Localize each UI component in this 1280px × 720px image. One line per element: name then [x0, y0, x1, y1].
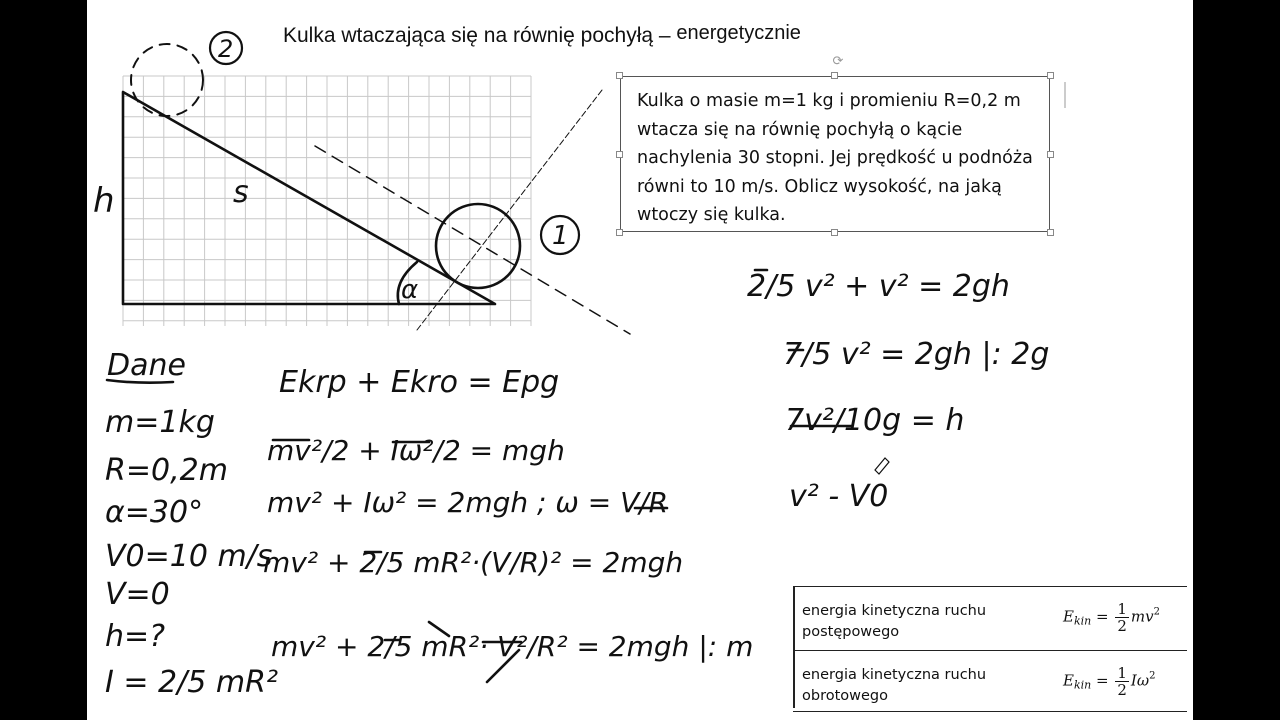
dane-heading: Dane — [107, 348, 186, 383]
resize-handle-tr[interactable] — [1047, 72, 1054, 79]
label-alpha: α — [401, 275, 419, 305]
title-suffix: energetycznie — [676, 22, 801, 44]
problem-text: Kulka o masie m=1 kg i promieniu R=0,2 m wtacza się na równię pochyłą o kącie nachylenia 30 stopni. Jej prędkość u podnóża równi to 10 m/s. Oblicz wysokość, na jaką wtoczy się kulka. — [637, 91, 1033, 225]
label-2: 2 — [218, 35, 234, 63]
resize-handle-mr[interactable] — [1047, 151, 1054, 158]
ball-position-1 — [436, 204, 520, 288]
equation-5: mv² + 2/5 mR²· V²/R² = 2mgh |: m — [271, 630, 754, 663]
given-value: V=0 — [105, 577, 170, 612]
slide-canvas — [87, 0, 1193, 720]
label-s: s — [233, 175, 249, 210]
equation-2: mv²/2 + Iω²/2 = mgh — [267, 434, 565, 467]
row-label: energia kinetyczna ruchu postępowego — [802, 603, 987, 640]
label-h: h — [93, 181, 115, 221]
resize-handle-bc[interactable] — [831, 229, 838, 236]
equation-1: Ekrp + Ekro = Epg — [279, 365, 560, 400]
table-row — [793, 586, 1187, 647]
dashed-axis-line — [315, 146, 630, 334]
given-value: α=30° — [105, 495, 204, 530]
row-label: energia kinetyczna ruchu obrotowego — [802, 667, 987, 704]
resize-handle-br[interactable] — [1047, 229, 1054, 236]
table-row — [793, 650, 1187, 712]
equation-6: 2/5 v² + v² = 2gh — [747, 269, 1010, 304]
ball-position-2 — [131, 44, 203, 116]
pencil-cursor-icon — [875, 458, 889, 474]
label-1: 1 — [552, 221, 569, 251]
given-value: h=? — [105, 619, 166, 654]
resize-handle-ml[interactable] — [616, 151, 623, 158]
equation-4: mv² + 2/5 mR²·(V/R)² = 2mgh — [263, 546, 684, 579]
equation-7: 7/5 v² = 2gh |: 2g — [783, 337, 1050, 372]
row-formula: $E_{kin}$ = $\frac{1}{2}$ $mv^2$ — [1063, 600, 1160, 635]
resize-handle-tc[interactable] — [831, 72, 838, 79]
problem-textbox[interactable] — [620, 76, 1050, 232]
title-main: Kulka wtaczająca się na równię pochyłą – — [283, 24, 671, 47]
equation-3: mv² + Iω² = 2mgh ; ω = V/R — [267, 486, 669, 519]
formula-table — [793, 586, 1187, 708]
row-formula: $E_{kin}$ = $\frac{1}{2}$ $I\omega^2$ — [1063, 664, 1156, 699]
rotate-handle-icon[interactable]: ⟳ — [832, 53, 844, 68]
given-value: I = 2/5 mR² — [105, 665, 278, 700]
resize-handle-tl[interactable] — [616, 72, 623, 79]
edge-marker — [1064, 82, 1066, 108]
given-value: m=1kg — [105, 405, 215, 440]
equation-9: v² - V0 — [789, 479, 889, 514]
equation-8: 7v²/10g = h — [785, 403, 965, 438]
given-value: V0=10 m/s — [105, 539, 273, 574]
resize-handle-bl[interactable] — [616, 229, 623, 236]
dashed-normal-line — [417, 90, 602, 330]
given-value: R=0,2m — [105, 453, 228, 488]
